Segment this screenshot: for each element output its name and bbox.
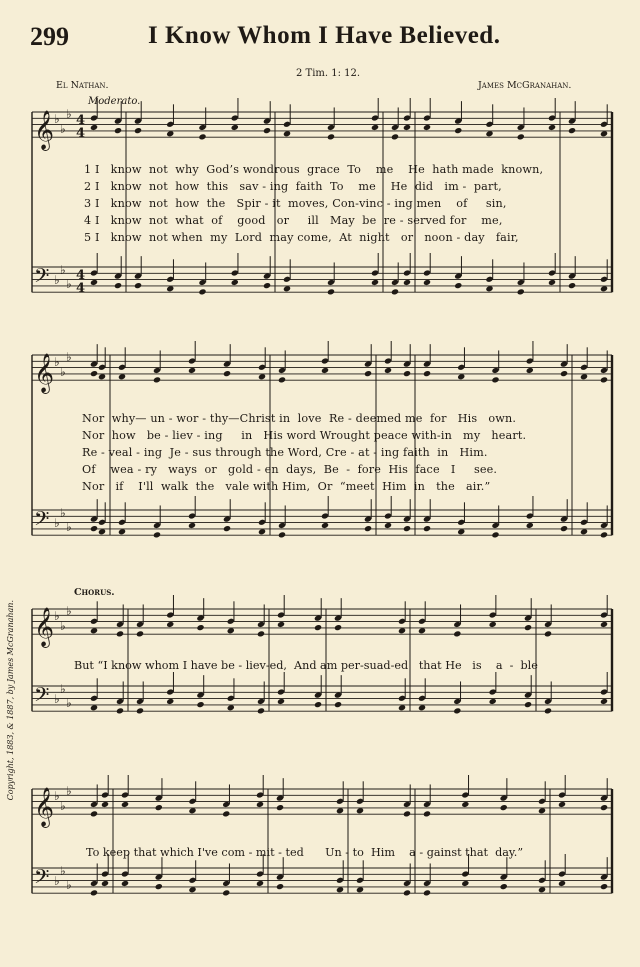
note-head: [364, 525, 372, 532]
key-flat: ♭: [60, 799, 66, 813]
time-signature-top: 4: [76, 113, 86, 128]
time-signature-bottom: 4: [76, 281, 86, 296]
note-head: [90, 810, 98, 817]
note-head: [517, 133, 525, 140]
key-flat: ♭: [54, 112, 60, 126]
verse-3-line-2: Re - veal - ing Je - sus through the Word, Cre - at - ing faith in Him.: [82, 446, 488, 459]
note-head: [114, 282, 122, 289]
hymn-title: I Know Whom I Have Believed.: [148, 22, 501, 49]
note-head: [136, 707, 144, 714]
note-head: [544, 630, 552, 637]
note-head: [560, 370, 568, 377]
note-head: [454, 127, 462, 134]
note-head: [524, 701, 532, 708]
note-head: [500, 883, 508, 890]
note-head: [153, 376, 161, 383]
key-flat: ♭: [66, 107, 72, 121]
note-head: [198, 288, 206, 295]
note-head: [391, 288, 399, 295]
note-head: [257, 707, 265, 714]
bass-clef: 𝄢: [34, 865, 50, 893]
note-head: [600, 376, 608, 383]
note-head: [263, 127, 271, 134]
key-flat: ♭: [60, 263, 66, 277]
key-flat: ♭: [66, 696, 72, 710]
note-head: [568, 282, 576, 289]
key-flat: ♭: [60, 506, 66, 520]
key-flat: ♭: [54, 516, 60, 530]
note-head: [517, 288, 525, 295]
key-flat: ♭: [54, 273, 60, 287]
treble-clef: 𝄞: [34, 787, 55, 827]
verse-1-line-1: 1 I know not why God’s wondrous grace To me He hath made known,: [84, 163, 544, 176]
note-head: [423, 370, 431, 377]
chorus-label: Chorus.: [74, 587, 115, 598]
key-flat: ♭: [66, 604, 72, 618]
hymn-number: 299: [30, 22, 69, 51]
note-head: [155, 883, 163, 890]
note-head: [334, 624, 342, 631]
chorus-line-2: To keep that which I've com - mit - ted Un - to Him a - gainst that day.”: [86, 846, 524, 859]
note-head: [327, 288, 335, 295]
note-head: [90, 370, 98, 377]
verse-2-line-1: 2 I know not how this sav - ing faith To me He did im - part,: [84, 180, 502, 193]
note-head: [114, 127, 122, 134]
key-flat: ♭: [66, 277, 72, 291]
key-flat: ♭: [66, 878, 72, 892]
note-head: [423, 525, 431, 532]
verse-4-line-2: Of wea - ry ways or gold - en days, Be - fore His face I see.: [82, 463, 498, 476]
note-head: [276, 883, 284, 890]
note-head: [134, 127, 142, 134]
verse-2-line-2: Nor how be - liev - ing in His word Wrought peace with-in my heart.: [82, 429, 527, 442]
note-head: [278, 376, 286, 383]
note-head: [491, 531, 499, 538]
note-head: [136, 630, 144, 637]
note-head: [500, 804, 508, 811]
note-head: [491, 376, 499, 383]
time-signature-bottom: 4: [76, 126, 86, 141]
note-head: [314, 701, 322, 708]
key-flat: ♭: [66, 350, 72, 364]
key-flat: ♭: [60, 682, 66, 696]
key-flat: ♭: [60, 864, 66, 878]
scripture-reference: 2 Tim. 1: 12.: [296, 68, 361, 79]
note-head: [453, 707, 461, 714]
note-head: [198, 133, 206, 140]
tempo-marking: Moderato.: [88, 96, 141, 107]
key-flat: ♭: [60, 365, 66, 379]
note-head: [278, 531, 286, 538]
note-head: [403, 525, 411, 532]
note-head: [403, 810, 411, 817]
note-head: [600, 883, 608, 890]
note-head: [454, 282, 462, 289]
verse-5-line-2: Nor if I'll walk the vale with Him, Or “meet Him in the air.”: [82, 480, 491, 493]
verse-5-line-1: 5 I know not when my Lord may come, At night or noon - day fair,: [84, 231, 519, 244]
note-head: [568, 127, 576, 134]
note-head: [391, 133, 399, 140]
note-head: [155, 804, 163, 811]
note-head: [453, 630, 461, 637]
copyright-notice: Copyright, 1883, & 1887, by James McGranahan.: [6, 600, 15, 801]
note-head: [90, 525, 98, 532]
verse-3-line-1: 3 I know not how the Spir - it moves, Con-vinc - ing men of sin,: [84, 197, 507, 210]
note-head: [263, 282, 271, 289]
note-head: [257, 630, 265, 637]
note-head: [327, 133, 335, 140]
treble-clef: 𝄞: [34, 110, 55, 150]
note-head: [423, 810, 431, 817]
lyricist-credit: El Nathan.: [56, 80, 109, 91]
note-head: [314, 624, 322, 631]
bass-clef: 𝄢: [34, 683, 50, 711]
bass-clef: 𝄢: [34, 507, 50, 535]
verse-4-line-1: 4 I know not what of good or ill May be re - served for me,: [84, 214, 503, 227]
key-flat: ♭: [54, 609, 60, 623]
note-head: [90, 889, 98, 896]
treble-clef: 𝄞: [34, 353, 55, 393]
note-head: [222, 889, 230, 896]
note-head: [334, 701, 342, 708]
note-head: [116, 707, 124, 714]
key-flat: ♭: [54, 355, 60, 369]
note-head: [544, 707, 552, 714]
note-head: [276, 804, 284, 811]
note-head: [153, 531, 161, 538]
note-head: [403, 370, 411, 377]
key-flat: ♭: [54, 874, 60, 888]
note-head: [134, 282, 142, 289]
note-head: [196, 624, 204, 631]
note-head: [116, 630, 124, 637]
verse-1-line-2: Nor why— un - wor - thy—Christ in love Re - deemed me for His own.: [82, 412, 517, 425]
note-head: [196, 701, 204, 708]
key-flat: ♭: [60, 122, 66, 136]
treble-clef: 𝄞: [34, 607, 55, 647]
bass-clef: 𝄢: [34, 264, 50, 292]
note-head: [223, 525, 231, 532]
key-flat: ♭: [54, 789, 60, 803]
note-head: [560, 525, 568, 532]
note-head: [600, 804, 608, 811]
chorus-line-1: But “I know whom I have be - liev-ed, And am per-suad-ed that He is a - ble: [74, 659, 538, 672]
key-flat: ♭: [66, 520, 72, 534]
note-head: [223, 370, 231, 377]
composer-credit: James McGranahan.: [478, 80, 572, 91]
note-head: [423, 889, 431, 896]
note-head: [222, 810, 230, 817]
key-flat: ♭: [66, 784, 72, 798]
note-head: [403, 889, 411, 896]
note-head: [364, 370, 372, 377]
key-flat: ♭: [60, 619, 66, 633]
key-flat: ♭: [54, 692, 60, 706]
note-head: [524, 624, 532, 631]
time-signature-top: 4: [76, 268, 86, 283]
note-head: [600, 531, 608, 538]
